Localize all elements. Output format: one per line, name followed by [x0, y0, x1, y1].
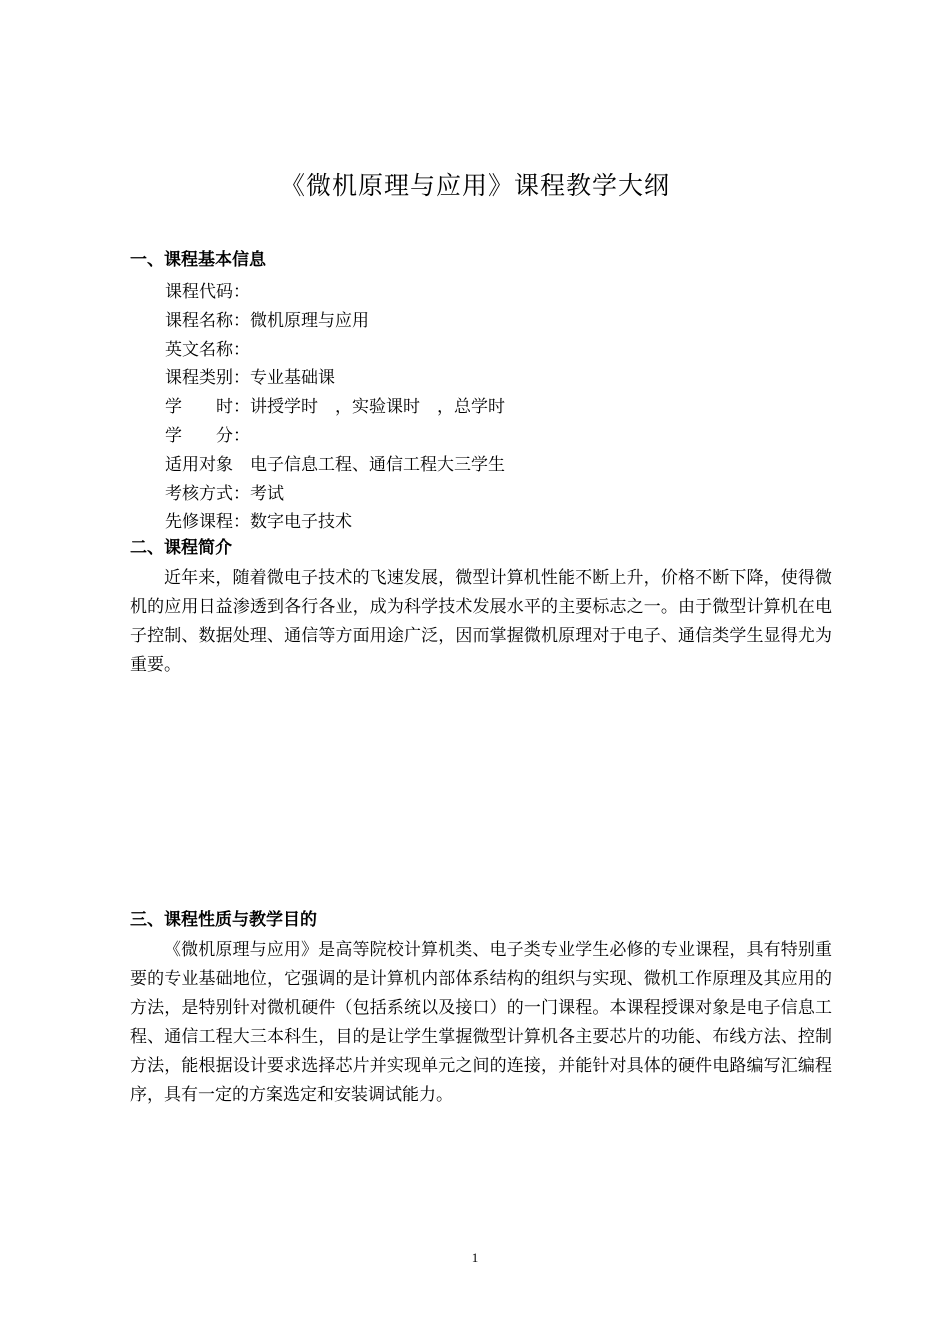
info-row-target-audience: 适用对象 电子信息工程、通信工程大三学生 — [165, 454, 505, 475]
section-heading-basic-info: 一、课程基本信息 — [130, 250, 266, 270]
page-number: 1 — [471, 1250, 479, 1265]
info-row-credits: 学 分： — [165, 425, 250, 446]
info-row-assessment: 考核方式：考试 — [165, 483, 284, 504]
nature-paragraph: 《微机原理与应用》是高等院校计算机类、电子类专业学生必修的专业课程，具有特别重要的专业基础地位，它强调的是计算机内部体系结构的组织与实现、微机工作原理及其应用的方法，是特别针对微机硬件（包括系统以及接口）的一门课程。本课程授课对象是电子信息工程、通信工程大三本科生，目的是让学生掌握微型计算机各主要芯片的功能、布线方法、控制方法，能根据设计要求选择芯片并实现单元之间的连接，并能针对具体的硬件电路编写汇编程序，具有一定的方案选定和安装调试能力。 — [130, 940, 832, 1105]
info-row-prerequisite: 先修课程：数字电子技术 — [165, 512, 352, 533]
intro-paragraph: 近年来，随着微电子技术的飞速发展，微型计算机性能不断上升，价格不断下降，使得微机的应用日益渗透到各行各业，成为科学技术发展水平的主要标志之一。由于微型计算机在电子控制、数据处理、通信等方面用途广泛，因而掌握微机原理对于电子、通信类学生显得尤为重要。 — [130, 568, 832, 675]
info-row-hours: 学 时：讲授学时 ，实验课时 ，总学时 — [165, 397, 505, 418]
info-row-course-code: 课程代码： — [165, 282, 250, 302]
page-title: 《微机原理与应用》课程教学大纲 — [279, 171, 670, 200]
section-heading-intro: 二、课程简介 — [130, 538, 232, 558]
info-row-course-name: 课程名称：微机原理与应用 — [165, 310, 369, 331]
info-row-english-name: 英文名称： — [165, 339, 250, 360]
info-row-course-category: 课程类别：专业基础课 — [165, 368, 335, 389]
section-heading-nature: 三、课程性质与教学目的 — [130, 910, 317, 930]
basic-info-list — [165, 278, 505, 537]
